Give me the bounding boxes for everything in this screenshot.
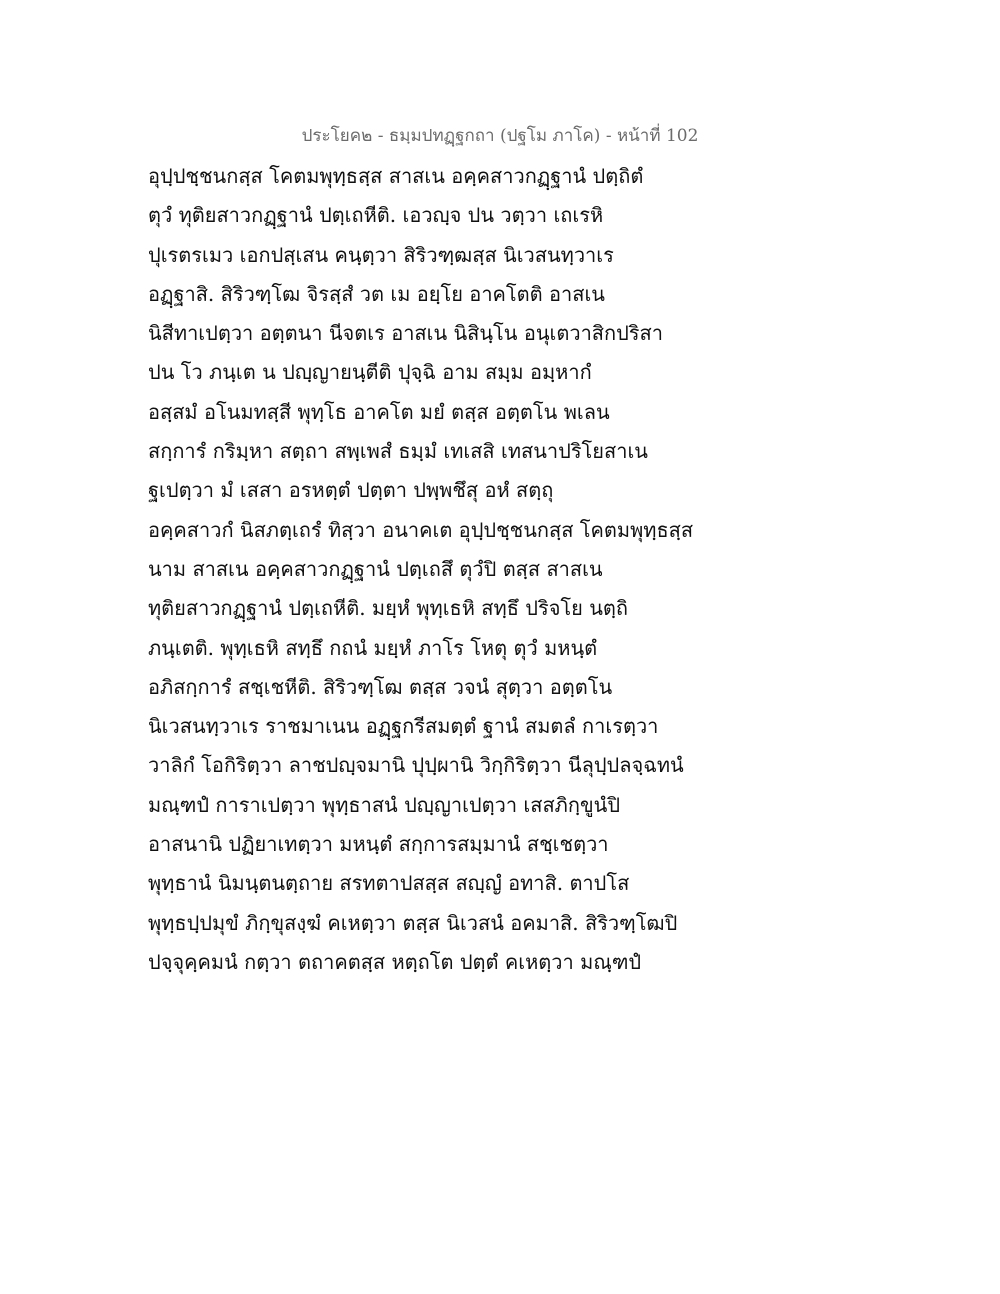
text-line: มณฺฑปํ การาเปตฺวา พุทฺธาสนํ ปญฺญาเปตฺวา เสสภิกฺขูนํปิ [148,792,621,817]
text-line: อคฺคสาวกํ นิสภตฺเถรํ ทิสฺวา อนาคเต อุปฺปชฺชนกสฺส โคตมพุทฺธสฺส [148,517,694,542]
text-line: ปจฺจุคฺคมนํ กตฺวา ตถาคตสฺส หตฺถโต ปตฺตํ คเหตฺวา มณฺฑปํ [148,949,642,974]
text-line: ฐเปตฺวา มํ เสสา อรหตฺตํ ปตฺตา ปพฺพชึสุ อหํ สตฺถุ [148,478,554,503]
running-header: ประโยค๒ - ธมฺมปทฏฺฐกถา (ปฐโม ภาโค) - หน้าที่ 102 [301,126,699,146]
text-line: อุปฺปชฺชนกสฺส โคตมพุทฺธสฺส สาสเน อคฺคสาวกฏฺฐานํ ปตฺถิตํ [148,164,644,188]
text-line: วาลิกํ โอกิริตฺวา ลาชปญฺจมานิ ปุปฺผานิ วิกฺกิริตฺวา นีลุปฺปลจฺฉทนํ [148,753,684,778]
text-line: ปุเรตรเมว เอกปสฺเสน คนฺตฺวา สิริวฑฺฒสฺส นิเวสนทฺวาเร [148,242,614,267]
text-line: ตุวํ ทุติยสาวกฏฺฐานํ ปตฺเถหีติ. เอวญฺจ ปน วตฺวา เถเรหิ [148,203,604,228]
text-line: อฏฺฐาสิ. สิริวฑฺโฒ จิรสฺสํ วต เม อยฺโย อาคโตติ อาสเน [148,281,605,306]
text-line: ปน โว ภนฺเต น ปญฺญายนฺตีติ ปุจฺฉิ อาม สมฺม อมฺหากํ [148,360,592,385]
text-line: ทุติยสาวกฏฺฐานํ ปตฺเถหีติ. มยฺหํ พุทฺเธหิ สทฺธึ ปริจโย นตฺถิ [148,596,628,621]
text-line: อาสนานิ ปฏิยาเทตฺวา มหนฺตํ สกฺการสมฺมานํ สชฺเชตฺวา [148,832,609,857]
body-text [148,157,708,982]
text-line: อภิสกฺการํ สชฺเชหีติ. สิริวฑฺโฒ ตสฺส วจนํ สุตฺวา อตฺตโน [148,674,613,699]
text-line: พุทฺธานํ นิมนฺตนตฺถาย สรทตาปสสฺส สญฺญํ อทาสิ. ตาปโส [148,871,630,896]
text-line: อสฺสมํ อโนมทสฺสี พุทฺโธ อาคโต มยํ ตสฺส อตฺตโน พเลน [148,399,610,424]
text-line: ภนฺเตติ. พุทฺเธหิ สทฺธึ กถนํ มยฺหํ ภาโร โหตุ ตุวํ มหนฺตํ [148,635,598,660]
text-line: พุทฺธปฺปมุขํ ภิกฺขุสงฺฆํ คเหตฺวา ตสฺส นิเวสนํ อคมาสิ. สิริวฑฺโฒปิ [148,910,678,935]
text-line: นิสีทาเปตฺวา อตฺตนา นีจตเร อาสเน นิสินฺโน อนุเตวาสิกปริสา [148,321,663,346]
text-line: สกฺการํ กริมฺหา สตฺถา สพฺเพสํ ธมฺมํ เทเสสิ เทสนาปริโยสาเน [148,439,648,464]
text-line: นิเวสนทฺวาเร ราชมาเนน อฏฺฐกรีสมตฺตํ ฐานํ สมตลํ กาเรตฺวา [148,714,659,739]
text-line: นาม สาสเน อคฺคสาวกฏฺฐานํ ปตฺเถสึ ตุวํปิ ตสฺส สาสเน [148,556,603,581]
